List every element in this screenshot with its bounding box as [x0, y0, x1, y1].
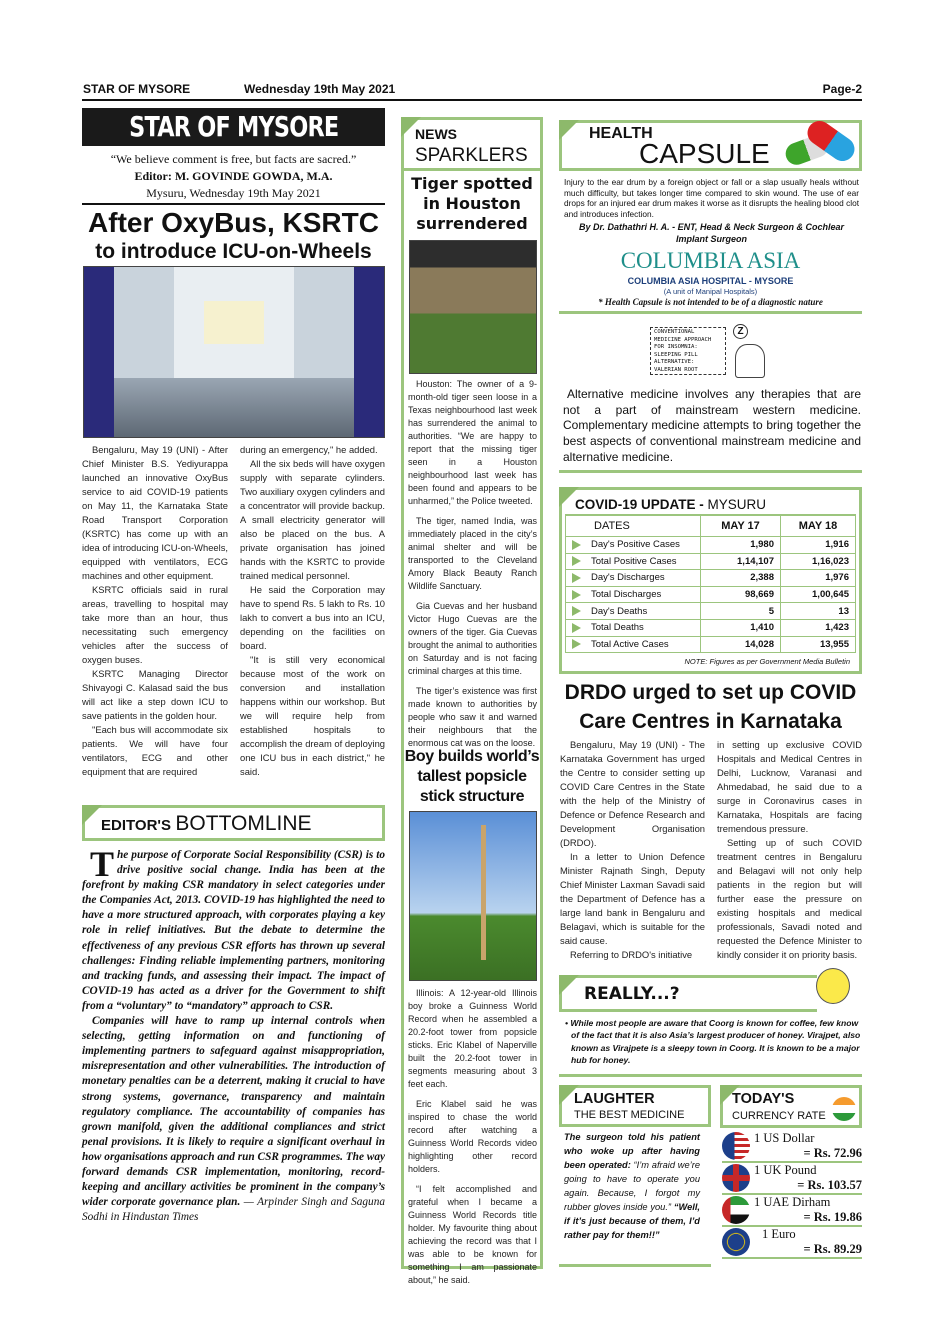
rule — [559, 1074, 862, 1077]
label: BOTTOMLINE — [175, 812, 312, 835]
label: THE BEST MEDICINE — [574, 1109, 685, 1121]
lead-col-1 — [82, 443, 228, 779]
label: NEWS — [415, 126, 457, 142]
story-headline: Tiger spotted in Houston surrendered — [411, 174, 533, 233]
table-row: Day's Discharges 2,388 1,976 — [566, 570, 856, 587]
currency-list — [722, 1131, 862, 1259]
paragraph: Setting up of such COVID treatment centres in Bengaluru and Belagavi will not only help patients in the region but will further ease the pressure on existing hospitals and medical professionals, Savadi noted and requested the Defence Minister to kindly consider it on priority basis. — [717, 837, 862, 960]
paragraph: "It is still very economical because most of the work on conversion and installation happens within our workshop. But we will require help from established hospitals to accomplish the dream of deploying one ICU bus in each district," he said. — [240, 654, 385, 777]
really-text: • While most people are aware that Coorg is known for coffee, few know of the fact that it is also Asia’s largest producer of honey. Virajpet, also known as Virajpete is a sleepy town in Coorg. It is known to be a major hub for honey. — [565, 1018, 861, 1065]
paragraph: “I felt accomplished and grateful when I became a Guinness World Records title holder. My favourite thing about achieving the record was that I was able to be known for something I am passionate about,” he said. — [408, 1184, 537, 1285]
paragraph: Companies will have to ramp up internal controls when selecting, getting information on and functioning of implementing partners to safeguard against misappropriation, misrepresentation and other vulnerabilities. The introduction of monetary penalties can be a deterrent, making it crucial to have strong systems, governance, transparency and maintain regulatory compliance. The accountability of companies has grown manifold, given the additional compliances and strict penal provisions. It is likely to require a significant overhaul in how organisations approach and run CSR programmes. The way forward demands CSR implementation, monitoring, record-keeping and ancillary activities be prominent in the company’s wider corporate governance plan. — [82, 1015, 385, 1209]
icu-bus-photo — [83, 266, 385, 438]
covid-note: NOTE: Figures as per Government Media Bulletin — [684, 657, 850, 667]
paragraph: Houston: The owner of a 9-month-old tiger seen loose in a Texas neighbourhood last week has surrendered the animal to authorities. “We are happy to report that the missing tiger seen in a Houston neighbourhood last week has been found and appears to be unharmed,” the Police tweeted. — [408, 379, 537, 506]
really-header — [559, 975, 817, 1012]
rule — [559, 470, 862, 473]
sleep-bubble: Z — [733, 324, 748, 339]
page-number: Page-2 — [822, 82, 862, 96]
paragraph: KSRTC Managing Director Shivayogi C. Kalasad said the bus will act like a step down ICU to save patients in the golden hour. — [82, 668, 228, 721]
drdo-col-1 — [560, 738, 705, 962]
header-rule — [82, 99, 862, 101]
rule — [82, 203, 385, 205]
popsicle-tower-photo — [409, 811, 537, 981]
health-disclaimer: * Health Capsule is not intended to be of a diagnostic nature — [598, 297, 823, 307]
table-row: Total Positive Cases 1,14,107 1,16,023 — [566, 553, 856, 570]
masthead-info — [82, 151, 385, 202]
currency-header — [720, 1085, 862, 1128]
health-byline: By Dr. Dathathri H. A. - ENT, Head & Neck Surgeon & Cochlear Implant Surgeon — [578, 222, 845, 244]
editorial-body — [82, 844, 385, 1225]
label: TODAY'S — [732, 1091, 795, 1107]
uk-flag-icon — [722, 1164, 750, 1192]
covid-update-box — [559, 487, 862, 674]
drop-cap: T — [90, 844, 115, 884]
story-2 — [404, 747, 540, 1294]
covid-table — [565, 515, 856, 653]
paragraph: All the six beds will have oxygen supply with separate cylinders. Two auxiliary oxygen cylinders and a concentrator will provide backup. A small electricity generator will also be placed on the bus. A private organisation has joined hands with the KSRTC to provide trained medical personnel. — [240, 458, 385, 581]
paragraph: during an emergency," he added. — [240, 444, 378, 455]
drdo-headline: DRDO urged to set up COVID Care Centres in Karnataka — [564, 681, 857, 733]
table-header: DATES MAY 17 MAY 18 — [566, 516, 856, 537]
paragraph: he purpose of Corporate Social Responsibility (CSR) is to drive positive social change. India has been at the forefront by making CSR mandatory in select categories under the Companies Act, 2013. COVID-19 has highlighted the need to have a more structured approach, with corporates playing a key role in relief initiatives. But the debate to determine the effectiveness of any previous CSR efforts has thrown up several challenges: Finding reliable implementing partners, monitoring and tracking funds, and assessing their impact. The impact of COVID-19 has acted as a driver for the Government to shift from a “voluntary” to “mandatory” approach to CSR. — [82, 849, 385, 1012]
columbia-asia-logo: COLUMBIA ASIA — [620, 248, 801, 273]
arrow-icon — [572, 606, 581, 616]
rule — [559, 1264, 711, 1267]
table-row: Total Active Cases 14,028 13,955 — [566, 636, 856, 653]
sleeping-figure-icon — [735, 344, 765, 378]
currency-row: 1 UK Pound = Rs. 103.57 — [722, 1163, 862, 1195]
paragraph: Referring to DRDO's initiative — [570, 949, 693, 960]
cartoon-sign: CONVENTIONAL MEDICINE APPROACH FOR INSOMNIA: SLEEPING PILL ALTERNATIVE: VALERIAN ROOT — [650, 327, 726, 375]
editor: Editor: M. GOVINDE GOWDA, M.A. — [134, 169, 333, 183]
arrow-icon — [572, 556, 581, 566]
paragraph: The tiger’s existence was first made known to authorities by people who saw it and warned their neighbours that the enormous cat was on the loose. — [408, 686, 537, 748]
label: REALLY...? — [584, 984, 680, 1004]
paragraph: Bengaluru, May 19 (UNI) - The Karnataka Government has urged the Centre to consider setting up COVID Care Centres in the State with the help of the Ministry of Defence or Defence Research and Development Organisation (DRDO). — [560, 739, 705, 848]
motto: “We believe comment is free, but facts are sacred.” — [110, 152, 357, 166]
label: SPARKLERS — [415, 145, 528, 166]
eu-flag-icon — [722, 1228, 750, 1256]
label: CAPSULE — [639, 138, 770, 169]
arrow-icon — [572, 639, 581, 649]
paper-name: STAR OF MYSORE — [83, 82, 191, 96]
arrow-icon — [572, 623, 581, 633]
paragraph: In a letter to Union Defence Minister Rajnath Singh, Deputy Chief Minister Laxman Savadi said the Department of Defence has a large land bank in Bengaluru and Belagavi, which is suitable for the said cause. — [560, 851, 705, 946]
story-headline: Boy builds world’s tallest popsicle stick structure — [404, 748, 540, 805]
paragraph: in setting up exclusive COVID Hospitals and Medical Centres in Delhi, Lucknow, Varanasi and Ahmedabad, he said due to a surge in Coronavirus cases in Karnataka, Hospitals are facing tremendous pressure. — [717, 739, 862, 834]
lead-headline: After OxyBus, KSRTC — [88, 207, 379, 238]
paragraph: The tiger, named India, was immediately placed in the city’s animal shelter and will be transported to the Cleveland Amory Black Beauty Ranch Wildlife Sanctuary. — [408, 516, 537, 591]
story-body — [408, 378, 537, 757]
lead-col-2 — [240, 443, 385, 779]
table-row: Day's Deaths 5 13 — [566, 603, 856, 620]
india-flag-icon — [832, 1097, 856, 1121]
table-row: Day's Positive Cases 1,980 1,916 — [566, 537, 856, 554]
arrow-icon — [572, 573, 581, 583]
currency-row: 1 Euro = Rs. 89.29 — [722, 1227, 862, 1259]
dateline: Mysuru, Wednesday 19th May 2021 — [146, 186, 321, 200]
label: HEALTH — [589, 125, 653, 142]
drdo-col-2 — [717, 738, 862, 962]
editorial-header — [82, 805, 385, 841]
paragraph: Gia Cuevas and her husband Victor Hugo Cuevas are the owners of the tiger. Gia Cuevas brought the animal to authorities on Saturday and is not facing criminal charges at this time. — [408, 601, 537, 676]
health-text: Injury to the ear drum by a foreign object or fall or a slap usually heals without much difficulty, but takes longer time compared to skin wound. The use of ear drops for an injured ear drum makes it worse as it disrupts the healing blood clot and introduces infection. — [564, 177, 859, 219]
story-body — [408, 987, 537, 1294]
arrow-icon — [572, 590, 581, 600]
health-capsule-header — [559, 120, 862, 171]
paragraph: He said the Corporation may have to spend Rs. 5 lakh to Rs. 10 lakh to convert a bus into an ICU, depending on the facilities on board. — [240, 584, 385, 651]
arrow-icon — [572, 540, 581, 550]
label: CURRENCY RATE — [732, 1110, 826, 1122]
paragraph: "Each bus will accommodate six patients. We will have four ventilators, ECG and other equipment that are required — [82, 724, 228, 777]
covid-title: COVID-19 UPDATE - MYSURU — [565, 494, 856, 515]
label: LAUGHTER — [574, 1091, 655, 1107]
laughter-text: The surgeon told his patient who woke up after having been operated: “I’m afraid we’re going to have to operate you again. Because, I forgot my rubber gloves inside you.” “Well, if it’s just because of them, I’d rather pay for them!!” — [564, 1132, 700, 1240]
currency-row: 1 US Dollar = Rs. 72.96 — [722, 1131, 862, 1163]
issue-date: Wednesday 19th May 2021 — [244, 82, 396, 96]
paragraph: Eric Klabel said he was inspired to chase the world record after watching a Guinness World Records video highlighting other record holders. — [408, 1099, 537, 1174]
table-row: Total Deaths 1,410 1,423 — [566, 619, 856, 636]
lead-subhead: to introduce ICU-on-Wheels — [95, 240, 372, 263]
uae-flag-icon — [722, 1196, 750, 1224]
rule — [559, 311, 862, 314]
table-row: Total Discharges 98,669 1,00,645 — [566, 586, 856, 603]
currency-row: 1 UAE Dirham = Rs. 19.86 — [722, 1195, 862, 1227]
paragraph: KSRTC officials said in rural areas, travelling to hospital may take more than an hour, thus necessitating such emergency vehicles after the success of oxygen buses. — [82, 584, 228, 665]
hospital-name: COLUMBIA ASIA HOSPITAL - MYSORE — [627, 276, 794, 286]
us-flag-icon — [722, 1132, 750, 1160]
paragraph: Bengaluru, May 19 (UNI) - After Chief Minister B.S. Yediyurappa launched an innovative OxyBus service to aid COVID-19 patients on May 11, the Karnataka State Road Transport Corporation (KSRTC) has come up with an idea of introducing ICU-on-Wheels, equipped with ventilators, ECG machines and other equipment. — [82, 444, 228, 581]
credit: — Arpinder Singh and Saguna Sodhi in Hindustan Times — [82, 1196, 385, 1224]
altmed-text: Alternative medicine involves any therapies that are not a part of mainstream western medicine. Complementary medicine attempts to bring together the best aspects of conventional mainstream medicine and alternative medicine. — [563, 387, 861, 464]
lightbulb-mascot-icon — [816, 968, 850, 1004]
label: EDITOR'S — [101, 817, 171, 834]
laughter-header — [559, 1085, 711, 1127]
rule — [404, 168, 540, 171]
hospital-unit: (A unit of Manipal Hospitals) — [663, 287, 758, 296]
paragraph: Illinois: A 12-year-old Illinois boy broke a Guinness World Record when he assembled a 20.2-foot tower from popsicle sticks. Eric Klabel of Naperville built the 20.2-foot tower in segments measuring about 3 feet each. — [408, 988, 537, 1089]
tiger-photo — [409, 240, 537, 374]
masthead-logo: STAR OF MYSORE — [82, 108, 385, 146]
